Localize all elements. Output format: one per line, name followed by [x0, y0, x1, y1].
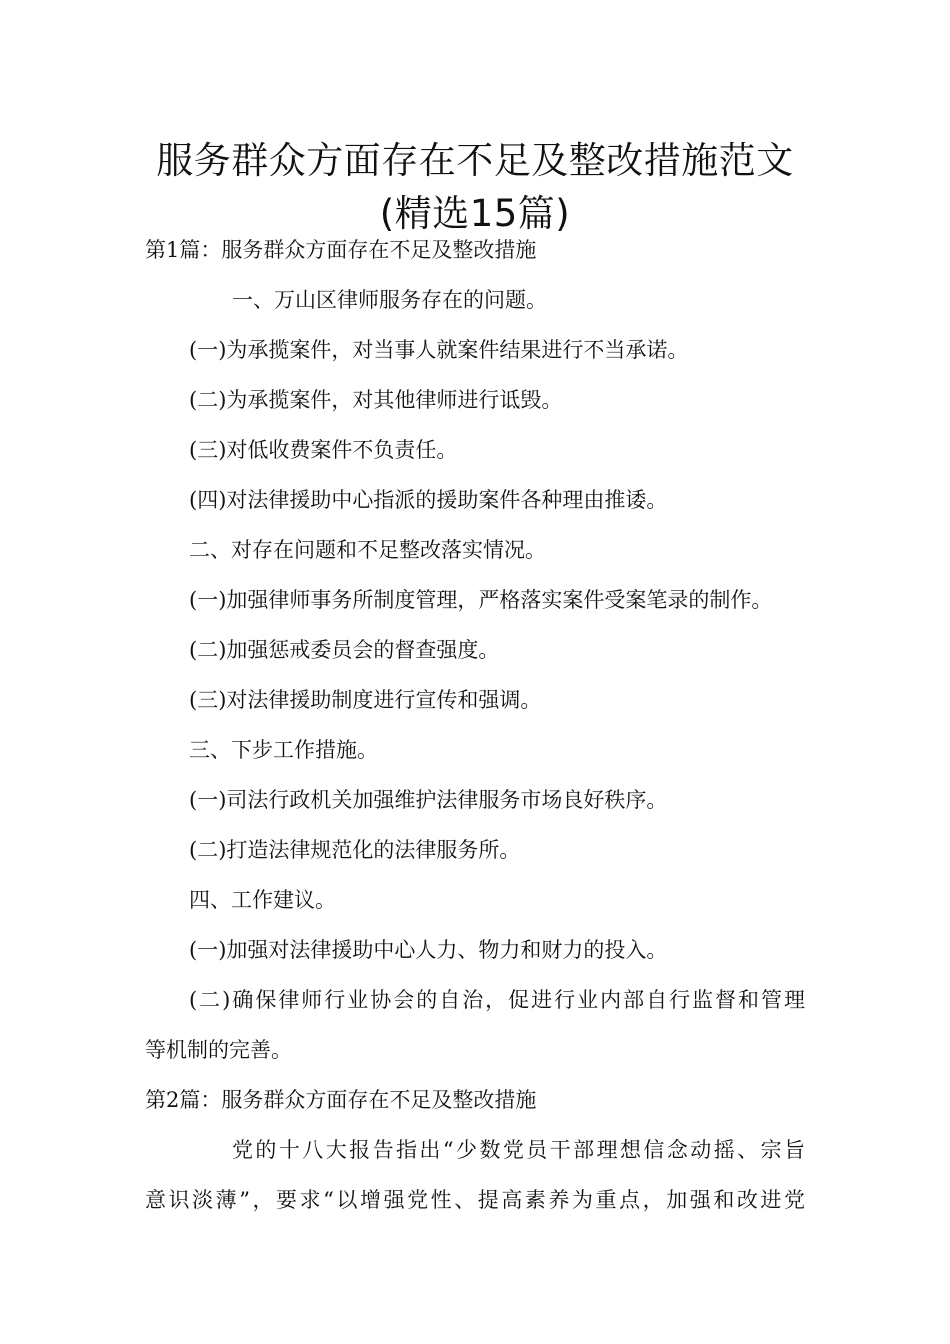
- section-heading-1: 第1篇：服务群众方面存在不足及整改措施: [145, 238, 537, 262]
- paragraph-line: (四)对法律援助中心指派的援助案件各种理由推诿。: [189, 488, 668, 512]
- paragraph-line: 四、工作建议。: [189, 888, 336, 912]
- paragraph-line: (一)加强律师事务所制度管理，严格落实案件受案笔录的制作。: [189, 588, 773, 612]
- paragraph-line: (二)为承揽案件，对其他律师进行诋毁。: [189, 388, 563, 412]
- section-heading-2: 第2篇：服务群众方面存在不足及整改措施: [145, 1088, 537, 1112]
- paragraph-line: 等机制的完善。: [145, 1038, 292, 1062]
- paragraph-line: 党的十八大报告指出“少数党员干部理想信念动摇、宗旨: [232, 1138, 805, 1162]
- paragraph-line: (三)对法律援助制度进行宣传和强调。: [189, 688, 542, 712]
- paragraph-line: (一)为承揽案件，对当事人就案件结果进行不当承诺。: [189, 338, 689, 362]
- paragraph-line: (三)对低收费案件不负责任。: [189, 438, 458, 462]
- document-title: 服务群众方面存在不足及整改措施范文: [156, 139, 794, 182]
- paragraph-line: 二、对存在问题和不足整改落实情况。: [189, 538, 546, 562]
- paragraph-line: (二)打造法律规范化的法律服务所。: [189, 838, 521, 862]
- paragraph-line: (二)确保律师行业协会的自治，促进行业内部自行监督和管理: [189, 988, 805, 1012]
- paragraph-line: 三、下步工作措施。: [189, 738, 378, 762]
- paragraph-line: (二)加强惩戒委员会的督查强度。: [189, 638, 500, 662]
- paragraph-line: 一、万山区律师服务存在的问题。: [232, 288, 547, 312]
- document-subtitle: (精选15篇): [379, 192, 571, 235]
- paragraph-line: 意识淡薄”，要求“以增强党性、提高素养为重点，加强和改进党: [145, 1188, 805, 1212]
- paragraph-line: (一)司法行政机关加强维护法律服务市场良好秩序。: [189, 788, 668, 812]
- paragraph-line: (一)加强对法律援助中心人力、物力和财力的投入。: [189, 938, 668, 962]
